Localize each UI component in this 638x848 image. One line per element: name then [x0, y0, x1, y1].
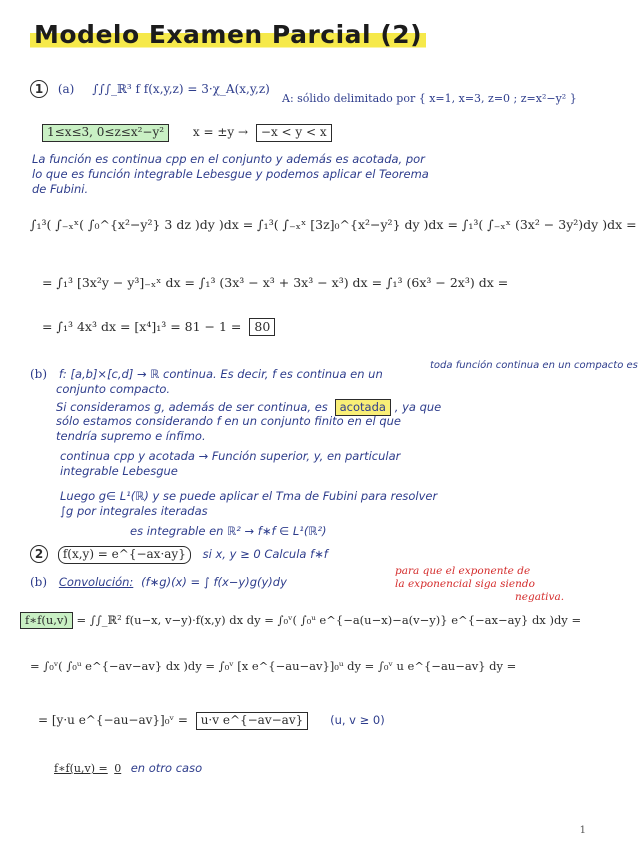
calc-line-3: [42, 318, 275, 336]
problem-number-badge: 2: [30, 545, 48, 563]
problem-number-badge: 1: [30, 80, 48, 98]
justification-line-1: La función es continua cpp en el conjunto y además es acotada, por: [32, 152, 425, 166]
part-b-line-5: tendría supremo e ínfimo.: [56, 429, 206, 443]
ff-line-3-text: = [y·u e^{−au−av}]₀ᵛ =: [38, 713, 188, 727]
convolution-label: Convolución:: [58, 575, 134, 589]
part-b-line-2: conjunto compacto.: [56, 382, 171, 396]
ff-label-box: f∗f(u,v): [20, 612, 73, 629]
problem-2-header: [30, 545, 328, 564]
ff-zero-row: [54, 762, 202, 776]
part-b-line-9: ∫g por integrales iteradas: [60, 504, 208, 518]
function-statement: f(x,y) = e^{−ax·ay}: [58, 546, 191, 564]
part-b-line-1: f: [a,b]×[c,d] → ℝ continua. Es decir, f es continua en un: [58, 367, 383, 381]
part-a-label: (a): [57, 82, 75, 96]
convolution-row: [30, 576, 287, 590]
part-b-label: (b): [30, 367, 48, 381]
integral-statement: ∫∫∫_ℝ³ f f(x,y,z) = 3·χ_A(x,y,z): [92, 82, 270, 96]
justification-line-3: de Fubini.: [32, 182, 89, 196]
region-box-y: −x < y < x: [256, 124, 332, 142]
problem-1-header: [30, 80, 270, 98]
statement-rest: si x, y ≥ 0 Calcula f∗f: [202, 547, 328, 561]
part-b-line-6: continua cpp y acotada → Función superior, y, en particular: [60, 449, 401, 463]
page-title: Modelo Examen Parcial (2): [30, 20, 426, 49]
result-box: 80: [249, 318, 275, 336]
red-note-line-1: para que el exponente de: [395, 565, 531, 577]
part-b-line-7: integrable Lebesgue: [60, 464, 178, 478]
ff-zero-value: 0: [114, 762, 122, 775]
part-label: (b): [30, 575, 48, 589]
part-b-after-highlight: , ya que: [394, 400, 442, 414]
calc-line-3-text: = ∫₁³ 4x³ dx = [x⁴]₁³ = 81 − 1 =: [42, 319, 242, 334]
ff-line-1: [20, 612, 581, 629]
acotada-highlight: acotada: [335, 399, 391, 416]
calc-line-1: ∫₁³( ∫₋ₓˣ( ∫₀^{x²−y²} 3 dz )dy )dx = ∫₁³( ∫₋ₓˣ [3z]₀^{x²−y²} dy )dx = ∫₁³( ∫₋ₓˣ (3x² − 3y²)dy )dx =: [30, 217, 637, 232]
part-b-line-8: Luego g∈ L¹(ℝ) y se puede aplicar el Tma de Fubini para resolver: [60, 489, 438, 503]
region-row: [42, 124, 332, 142]
region-extra: x = ±y →: [192, 125, 249, 139]
red-note-line-2: la exponencial siga siendo: [395, 578, 535, 590]
ff-line-2: = ∫₀ᵛ( ∫₀ᵘ e^{−av−av} dx )dy = ∫₀ᵛ [x e^{−au−av}]₀ᵘ dy = ∫₀ᵛ u e^{−au−av} dy =: [30, 659, 517, 673]
ff-line-3: [38, 712, 385, 730]
region-box: 1≤x≤3, 0≤z≤x²−y²: [42, 124, 169, 142]
part-b-line-3: Si consideramos g, además de ser continua, es: [56, 400, 328, 414]
lebesgue-note: es integrable en ℝ² → f∗f ∈ L¹(ℝ²): [130, 524, 327, 538]
convolution-definition: (f∗g)(x) = ∫ f(x−y)g(y)dy: [141, 575, 287, 589]
part-b-line-4: sólo estamos considerando f en un conjunto finito en el que: [56, 414, 401, 428]
calc-line-2: = ∫₁³ [3x²y − y³]₋ₓˣ dx = ∫₁³ (3x³ − x³ + 3x³ − x³) dx = ∫₁³ (6x³ − 2x³) dx =: [42, 275, 509, 290]
ff-zero-rest: en otro caso: [130, 761, 203, 775]
red-note-line-3: negativa.: [515, 591, 565, 603]
justification-line-2: lo que es función integrable Lebesgue y podemos aplicar el Teorema: [32, 167, 429, 181]
domain-note: A: sólido delimitado por { x=1, x=3, z=0 ; z=x²−y² }: [282, 92, 577, 105]
page-number: 1: [579, 825, 586, 836]
ff-condition: (u, v ≥ 0): [330, 713, 385, 727]
ff-result-box: u·v e^{−av−av}: [196, 712, 309, 730]
part-b-row-1: [30, 368, 383, 382]
part-b-note: toda función continua en un compacto es: [430, 360, 638, 371]
ff-line-1-text: = ∫∫_ℝ² f(u−x, v−y)·f(x,y) dx dy = ∫₀ᵛ( ∫₀ᵘ e^{−a(u−x)−a(v−y)} e^{−ax−ay} dx )dy =: [76, 613, 582, 627]
ff-zero-label: f∗f(u,v) =: [54, 762, 108, 775]
